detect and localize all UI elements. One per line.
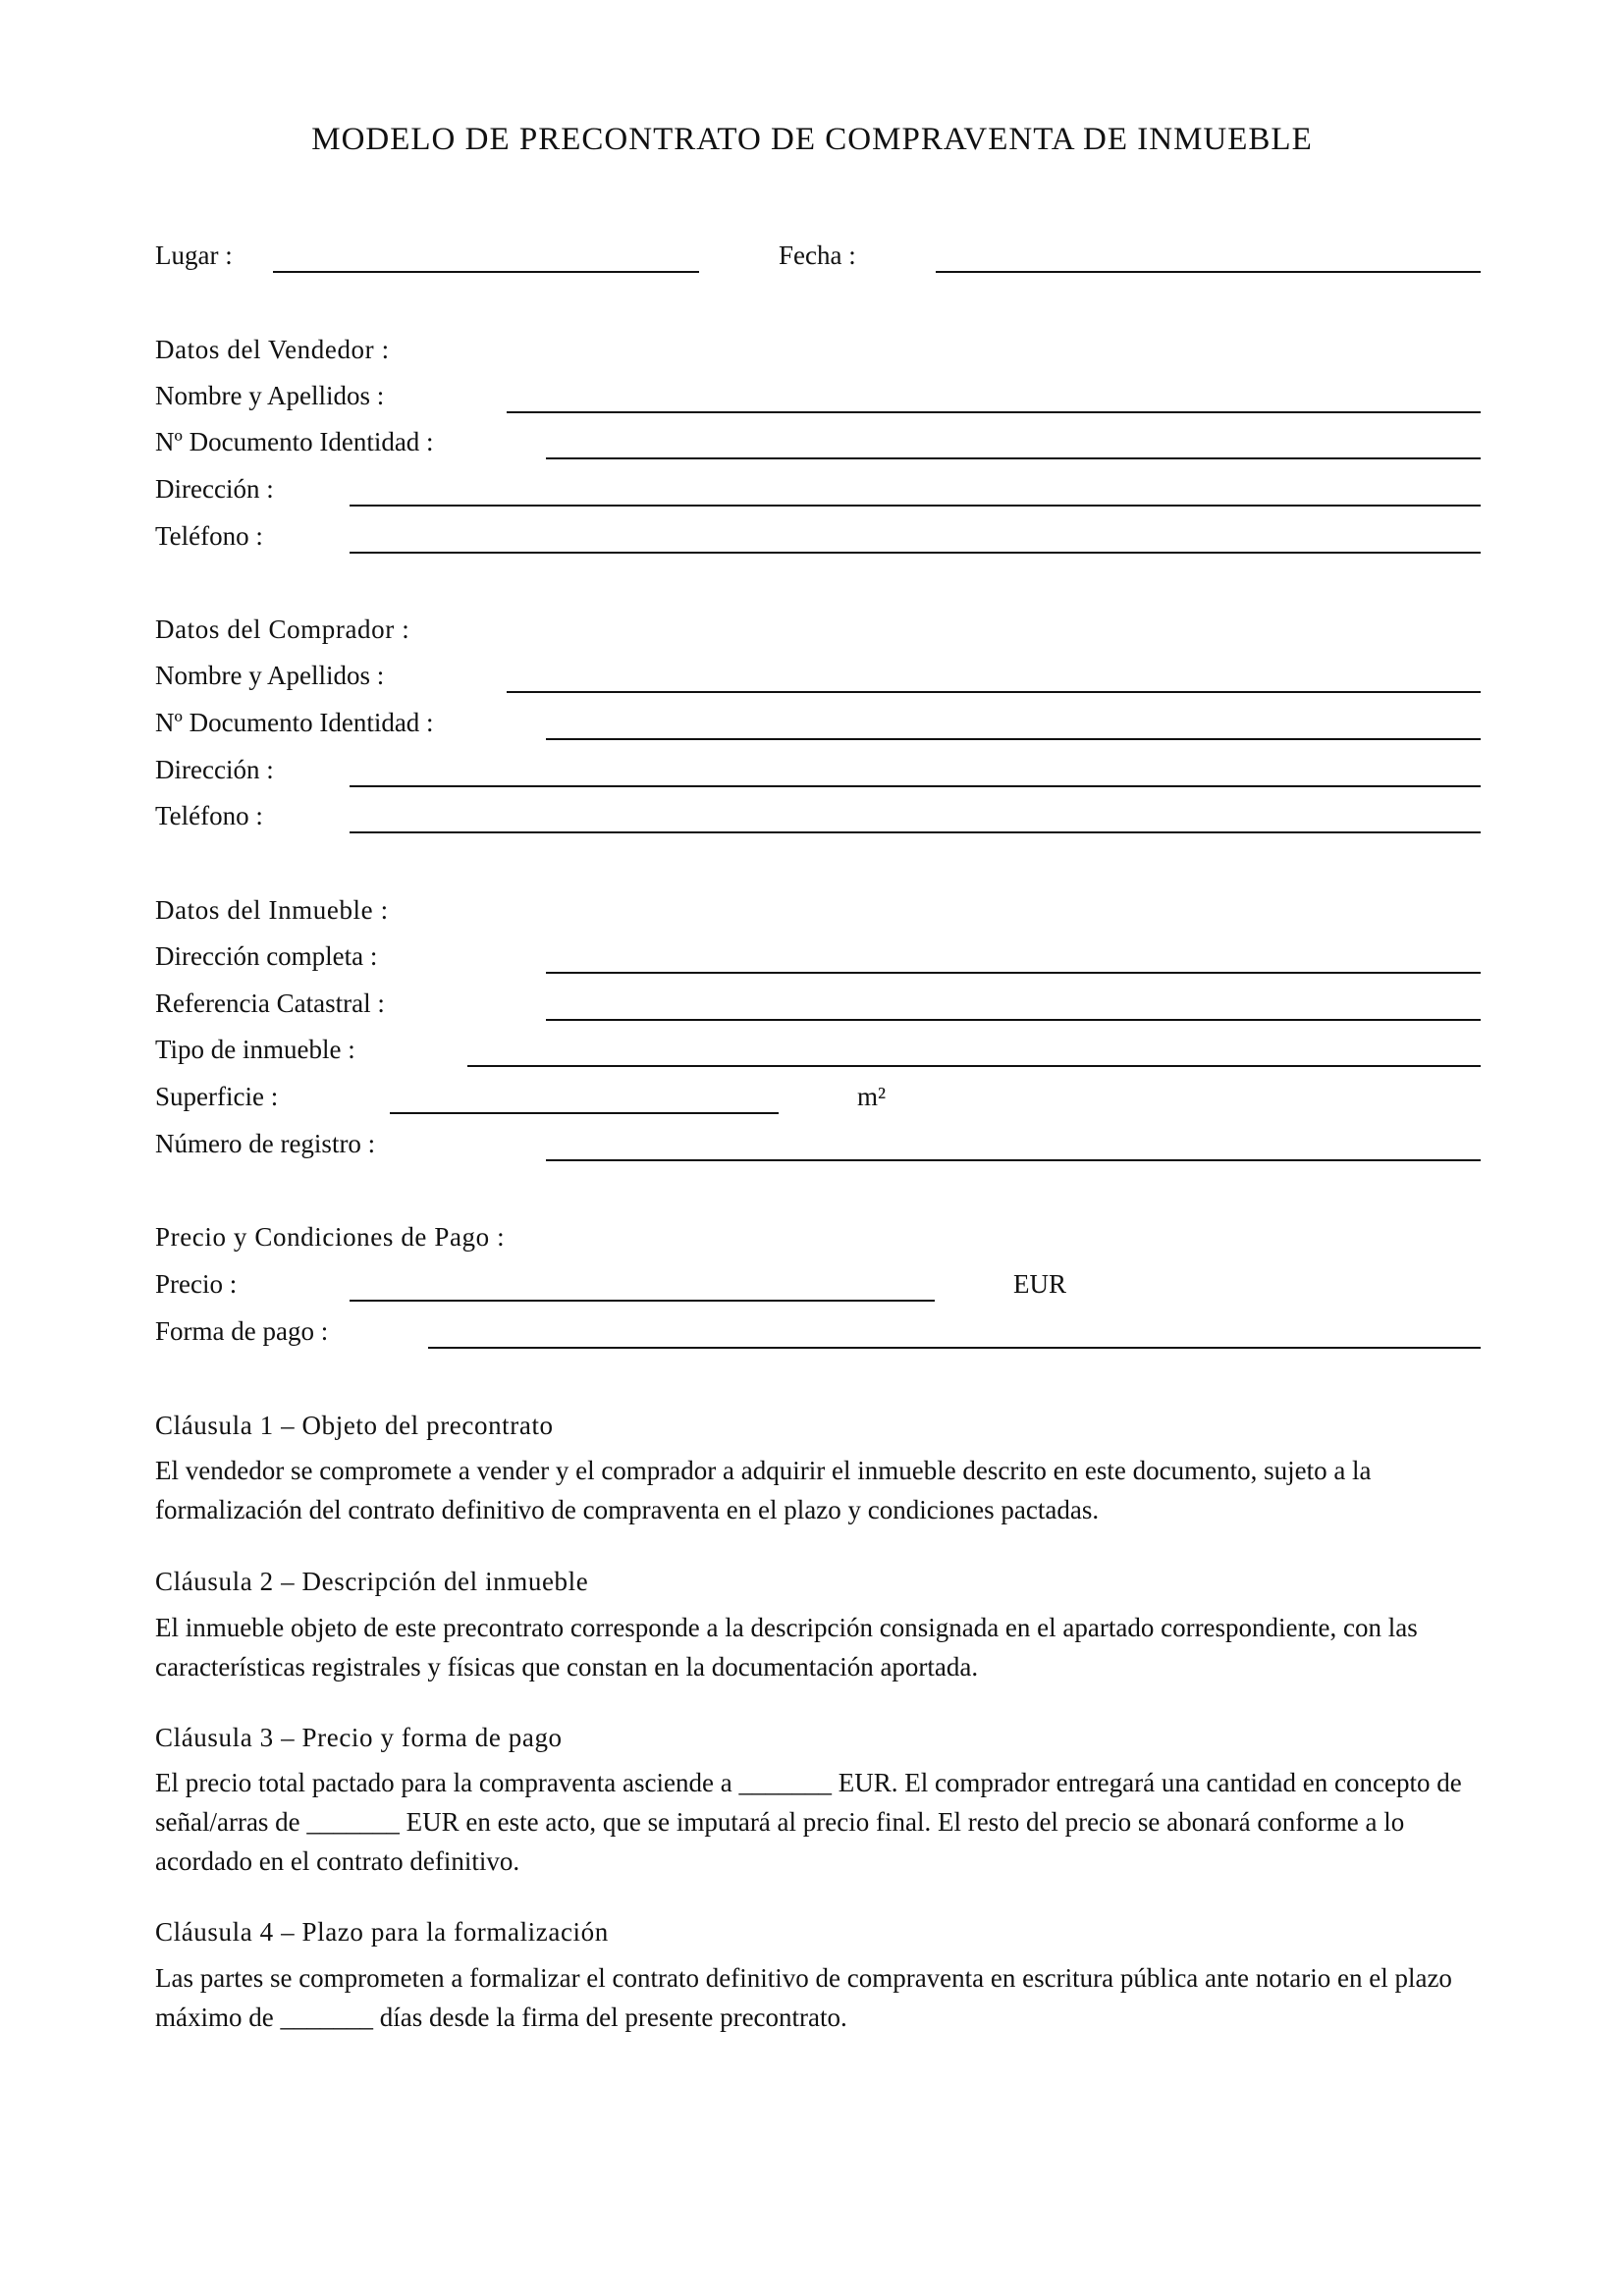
seller-name-field[interactable]	[507, 411, 1481, 413]
property-type-field[interactable]	[467, 1065, 1481, 1067]
seller-id-label: Nº Documento Identidad :	[155, 427, 434, 456]
clause-2-text: El inmueble objeto de este precontrato corresponde a la descripción consignada en el apartado correspondiente, con las características registrales y físicas que constan en la documentación aportada.	[155, 1613, 1418, 1682]
clause-1-text: El vendedor se compromete a vender y el comprador a adquirir el inmueble descrito en este documento, sujeto a la formalización del contrato definitivo de compraventa en el plazo y condiciones pactadas.	[155, 1456, 1372, 1524]
buyer-heading: Datos del Comprador :	[155, 614, 410, 644]
property-address-label: Dirección completa :	[155, 941, 378, 971]
clause-3-text: El precio total pactado para la compraventa asciende a _______ EUR. El comprador entregará una cantidad en concepto de señal/arras de _______ EUR en este acto, que se imputará al precio final. El resto del precio se abonará conforme a lo acordado en el contrato definitivo.	[155, 1768, 1462, 1876]
property-address-field[interactable]	[546, 972, 1481, 974]
payment-heading: Precio y Condiciones de Pago :	[155, 1222, 506, 1252]
price-label: Precio :	[155, 1269, 238, 1299]
surface-label: Superficie :	[155, 1082, 279, 1111]
registry-number-field[interactable]	[546, 1159, 1481, 1161]
buyer-id-label: Nº Documento Identidad :	[155, 708, 434, 737]
date-label: Fecha :	[779, 240, 856, 270]
seller-address-label: Dirección :	[155, 474, 274, 504]
seller-phone-field[interactable]	[350, 552, 1481, 554]
registry-number-label: Número de registro :	[155, 1129, 376, 1158]
surface-field[interactable]	[390, 1112, 779, 1114]
cadastral-ref-label: Referencia Catastral :	[155, 988, 385, 1018]
buyer-address-label: Dirección :	[155, 755, 274, 784]
buyer-phone-label: Teléfono :	[155, 801, 263, 830]
date-field[interactable]	[936, 271, 1481, 273]
price-currency: EUR	[1013, 1269, 1066, 1299]
seller-address-field[interactable]	[350, 505, 1481, 507]
place-label: Lugar :	[155, 240, 233, 270]
seller-phone-label: Teléfono :	[155, 521, 263, 551]
document-title: MODELO DE PRECONTRATO DE COMPRAVENTA DE INMUEBLE	[311, 122, 1313, 157]
seller-heading: Datos del Vendedor :	[155, 335, 390, 364]
clause-4-text: Las partes se comprometen a formalizar el contrato definitivo de compraventa en escritura pública ante notario en el plazo máximo de _______ días desde la firma del presente precontrato.	[155, 1963, 1452, 2032]
buyer-address-field[interactable]	[350, 785, 1481, 787]
seller-id-field[interactable]	[546, 457, 1481, 459]
clause-2-title: Cláusula 2 – Descripción del inmueble	[155, 1567, 589, 1596]
clause-3-title: Cláusula 3 – Precio y forma de pago	[155, 1723, 563, 1752]
buyer-phone-field[interactable]	[350, 831, 1481, 833]
buyer-name-label: Nombre y Apellidos :	[155, 661, 385, 690]
clause-4-title: Cláusula 4 – Plazo para la formalización	[155, 1917, 609, 1947]
property-heading: Datos del Inmueble :	[155, 895, 389, 925]
seller-name-label: Nombre y Apellidos :	[155, 381, 385, 410]
buyer-name-field[interactable]	[507, 691, 1481, 693]
cadastral-ref-field[interactable]	[546, 1019, 1481, 1021]
payment-method-label: Forma de pago :	[155, 1316, 329, 1346]
surface-unit: m²	[857, 1082, 887, 1111]
property-type-label: Tipo de inmueble :	[155, 1035, 355, 1064]
price-field[interactable]	[350, 1300, 935, 1302]
buyer-id-field[interactable]	[546, 738, 1481, 740]
clause-1-title: Cláusula 1 – Objeto del precontrato	[155, 1411, 554, 1440]
place-field[interactable]	[273, 271, 699, 273]
payment-method-field[interactable]	[428, 1347, 1481, 1349]
